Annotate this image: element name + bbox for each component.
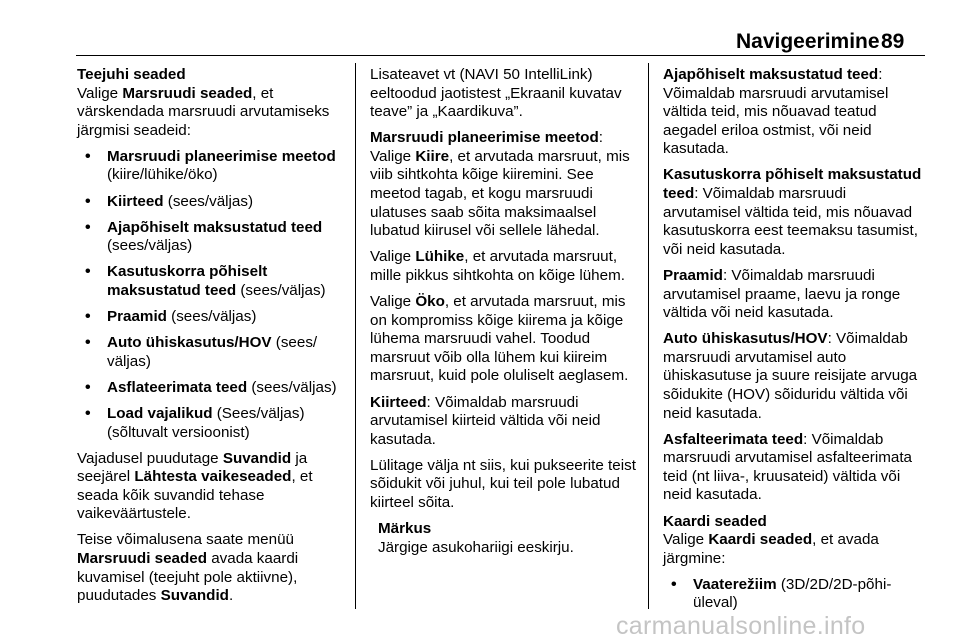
section-heading-guidance-settings: Teejuhi seaded xyxy=(77,66,186,83)
text: (sees/väljas) xyxy=(107,237,193,255)
paragraph xyxy=(370,394,638,450)
text: (sees/väljas) xyxy=(163,192,254,210)
text: Valige xyxy=(370,293,416,311)
text: , et arvutada marsruut, mis viib sihtkohta kõige kiiremini. See meetod tagab, et kogu marsruudi ulatuses saab sõita maksimaalsel lubatud kiirusel või sellele lähedal. xyxy=(370,147,630,240)
watermark: carmanualsonline.info xyxy=(616,612,866,640)
bold-text: Kasutuskorra põhiselt maksustatud teed xyxy=(663,166,922,203)
text: (3D/2D/2D-põhi- üleval) xyxy=(693,575,892,612)
bold-text: Suvandid xyxy=(222,449,292,467)
bold-text: Lähtesta vaikeseaded xyxy=(134,468,292,486)
note-box xyxy=(370,520,638,557)
text: (sees/väljas) xyxy=(247,378,337,396)
bold-text: Öko xyxy=(415,293,445,311)
list-item xyxy=(77,263,345,300)
text: (sees/väljas) xyxy=(166,308,257,326)
paragraph xyxy=(77,85,345,141)
bold-text: Kiirteed xyxy=(370,393,427,411)
text: : Võimaldab marsruudi arvutamisel vältida teid, mis nõuavad teatud aegadel eriloa ostmist, või neid kasutada. xyxy=(663,66,889,158)
text: avada kaardi kuvamisel (teejuht pole aktiivne), puudutades xyxy=(77,550,299,605)
list-item xyxy=(77,405,345,442)
header-divider xyxy=(76,55,925,56)
bold-text: Asfalteerimata teed xyxy=(663,430,804,448)
list-item xyxy=(77,334,345,371)
paragraph xyxy=(663,431,928,505)
text: . xyxy=(228,587,234,605)
text: , et värskendada marsruudi arvutamiseks järgmisi seadeid: xyxy=(77,84,330,139)
bold-text: Lühike xyxy=(415,248,465,266)
column-1 xyxy=(77,66,345,613)
list-item xyxy=(77,308,345,327)
list-item xyxy=(77,148,345,185)
paragraph xyxy=(663,330,928,423)
text: Vajadusel puudutage xyxy=(77,449,223,467)
paragraph xyxy=(663,267,928,323)
column-divider-1 xyxy=(355,63,356,609)
text: Teise võimalusena saate menüü xyxy=(77,531,294,549)
text: : Valige xyxy=(370,129,603,165)
bold-text: Kiirteed xyxy=(107,192,164,210)
text: , et arvutada marsruut, mille pikkus sihtkohta on kõige lühem. xyxy=(370,248,625,284)
text: , et seada kõik suvandid tehase vaikeväärtustele. xyxy=(77,468,313,523)
bold-text: Auto ühiskasutus/HOV xyxy=(663,330,828,348)
text: , et arvutada marsruut, mis on kompromiss kõige kiirema ja kõige lühema marsruudi vahel. Toodud marsruut võib olla lühem kui kiireim marsruut, kuid pole oluliselt aeglasem. xyxy=(370,293,629,385)
bold-text: Praamid xyxy=(663,266,723,284)
list-item xyxy=(77,379,345,398)
bold-text: Kasutuskorra põhiselt maksustatud teed xyxy=(107,263,268,299)
paragraph xyxy=(370,129,638,241)
text: Valige xyxy=(77,84,123,102)
paragraph: Lülitage välja nt siis, kui pukseerite teist sõidukit või juhul, kui teil pole lubatud kiirteel sõita. xyxy=(370,456,636,511)
bold-text: Asflateerimata teed xyxy=(107,378,248,396)
text: ja seejärel xyxy=(77,449,308,486)
text: : Võimaldab marsruudi arvutamisel vältida teid, mis nõuavad kasutuskorra eest teemaksu tasumist, või neid kasutada. xyxy=(663,185,918,258)
page-title: Navigeerimine xyxy=(736,30,880,53)
bold-text: Marsruudi seaded xyxy=(77,550,207,568)
section-heading-map-settings: Kaardi seaded xyxy=(663,512,767,530)
bold-text: Kiire xyxy=(415,147,450,165)
map-settings-list xyxy=(663,576,928,613)
paragraph xyxy=(370,248,638,285)
bold-text: Suvandid xyxy=(160,587,229,605)
paragraph xyxy=(77,450,345,524)
column-3 xyxy=(663,66,928,621)
bold-text: Ajapõhiselt maksustatud teed xyxy=(107,218,323,236)
text: Valige xyxy=(663,531,709,549)
paragraph: Lisateavet vt (NAVI 50 IntelliLink) eeltoodud jaotistest „Ekraanil kuvatav teave” ja „Kaardikuva”. xyxy=(370,66,622,121)
column-divider-2 xyxy=(648,63,649,609)
note-title: Märkus xyxy=(378,520,432,538)
text: Valige xyxy=(370,248,416,266)
text: (sees/väljas) xyxy=(236,281,326,299)
text: : Võimaldab marsruudi arvutamisel praame, laevu ja ronge vältida või neid kasutada. xyxy=(663,266,901,322)
column-2 xyxy=(370,66,638,557)
text: , et avada järgmine: xyxy=(663,531,879,567)
text: : Võimaldab marsruudi arvutamisel kiirteid vältida või neid kasutada. xyxy=(370,393,601,448)
paragraph xyxy=(663,531,928,568)
page-header xyxy=(0,0,960,56)
bold-text: Load vajalikud xyxy=(107,404,213,422)
list-item xyxy=(77,193,345,212)
bold-text: Marsruudi seaded xyxy=(122,84,253,102)
paragraph xyxy=(663,166,928,259)
bold-text: Kaardi seaded xyxy=(708,531,813,549)
text: (kiire/lühike/öko) xyxy=(107,166,218,184)
bold-text: Marsruudi planeerimise meetod xyxy=(370,129,599,147)
bold-text: Marsruudi planeerimise meetod xyxy=(107,147,336,165)
settings-list xyxy=(77,148,345,442)
list-item xyxy=(663,576,928,613)
bold-text: Praamid xyxy=(107,308,167,326)
text: (Sees/väljas) (sõltuvalt versioonist) xyxy=(107,404,305,441)
paragraph xyxy=(663,66,928,159)
paragraph xyxy=(370,293,638,386)
note-text: Järgige asukohariigi eeskirju. xyxy=(378,538,574,556)
page-number: 89 xyxy=(881,30,905,53)
bold-text: Auto ühiskasutus/HOV xyxy=(107,334,272,352)
bold-text: Vaaterežiim xyxy=(693,575,777,593)
text: (sees/ väljas) xyxy=(107,334,318,370)
paragraph xyxy=(77,531,345,605)
bold-text: Ajapõhiselt maksustatud teed xyxy=(663,66,879,83)
list-item xyxy=(77,219,345,256)
text: : Võimaldab marsruudi arvutamisel asfalteerimata teid (nt liiva-, kruusateid) vältida või neid kasutada. xyxy=(663,430,912,504)
text: : Võimaldab marsruudi arvutamisel auto ühiskasutuse ja suure reisijate arvuga sõidukite (HOV) sõiduridu vältida või neid kasutada. xyxy=(663,330,918,422)
